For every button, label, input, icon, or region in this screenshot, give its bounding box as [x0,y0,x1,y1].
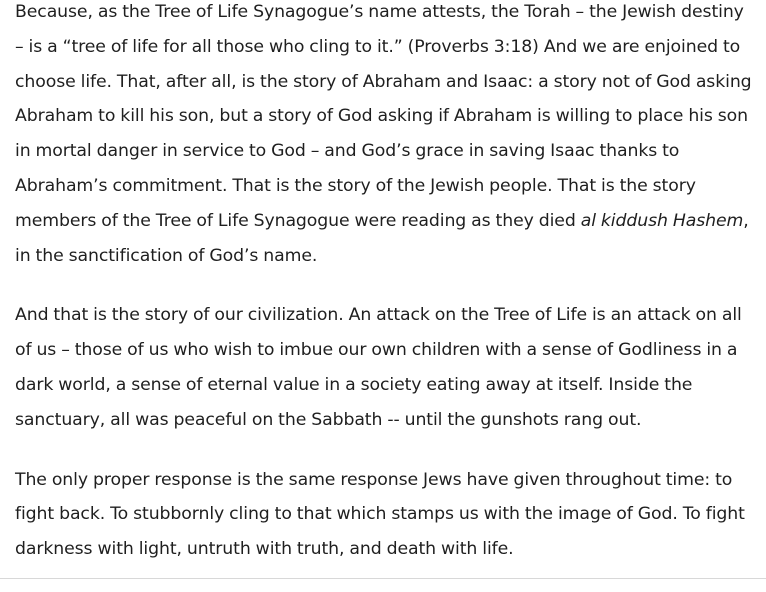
paragraph-1-italic-phrase: al kiddush Hashem [580,210,744,231]
bottom-divider [0,578,766,579]
article-body [15,0,755,592]
paragraph-3-text: The only proper response is the same response Jews have given throughout time: to fight back. To stubbornly cling to that which stamps us with the image of God. To fight darkness with light, untruth with truth, and death with life. [15,469,745,560]
paragraph-2 [15,298,755,437]
paragraph-2-text: And that is the story of our civilization. An attack on the Tree of Life is an attack on all of us – those of us who wish to imbue our own children with a sense of Godliness in a dark world, a sense of eternal value in a society eating away at itself. Inside the sanctuary, all was peaceful on the Sabbath -- until the gunshots rang out. [15,305,742,430]
paragraph-1-text: Because, as the Tree of Life Synagogue’s name attests, the Torah – the Jewish destiny – is a “tree of life for all those who cling to it.” (Proverbs 3:18) And we are enjoined to choose life. That, after all, is the story of Abraham and Isaac: a story not of God asking Abraham to kill his son, but a story of God asking if Abraham is willing to place his son in mortal danger in service to God – and God’s grace in saving Isaac thanks to Abraham’s commitment. That is the story of the Jewish people. That is the story members of the Tree of Life Synagogue were reading as they died [15,2,752,231]
paragraph-1-text-end: , in the sanctification of God’s name. [15,210,749,266]
paragraph-1 [15,0,755,273]
paragraph-3 [15,463,755,567]
